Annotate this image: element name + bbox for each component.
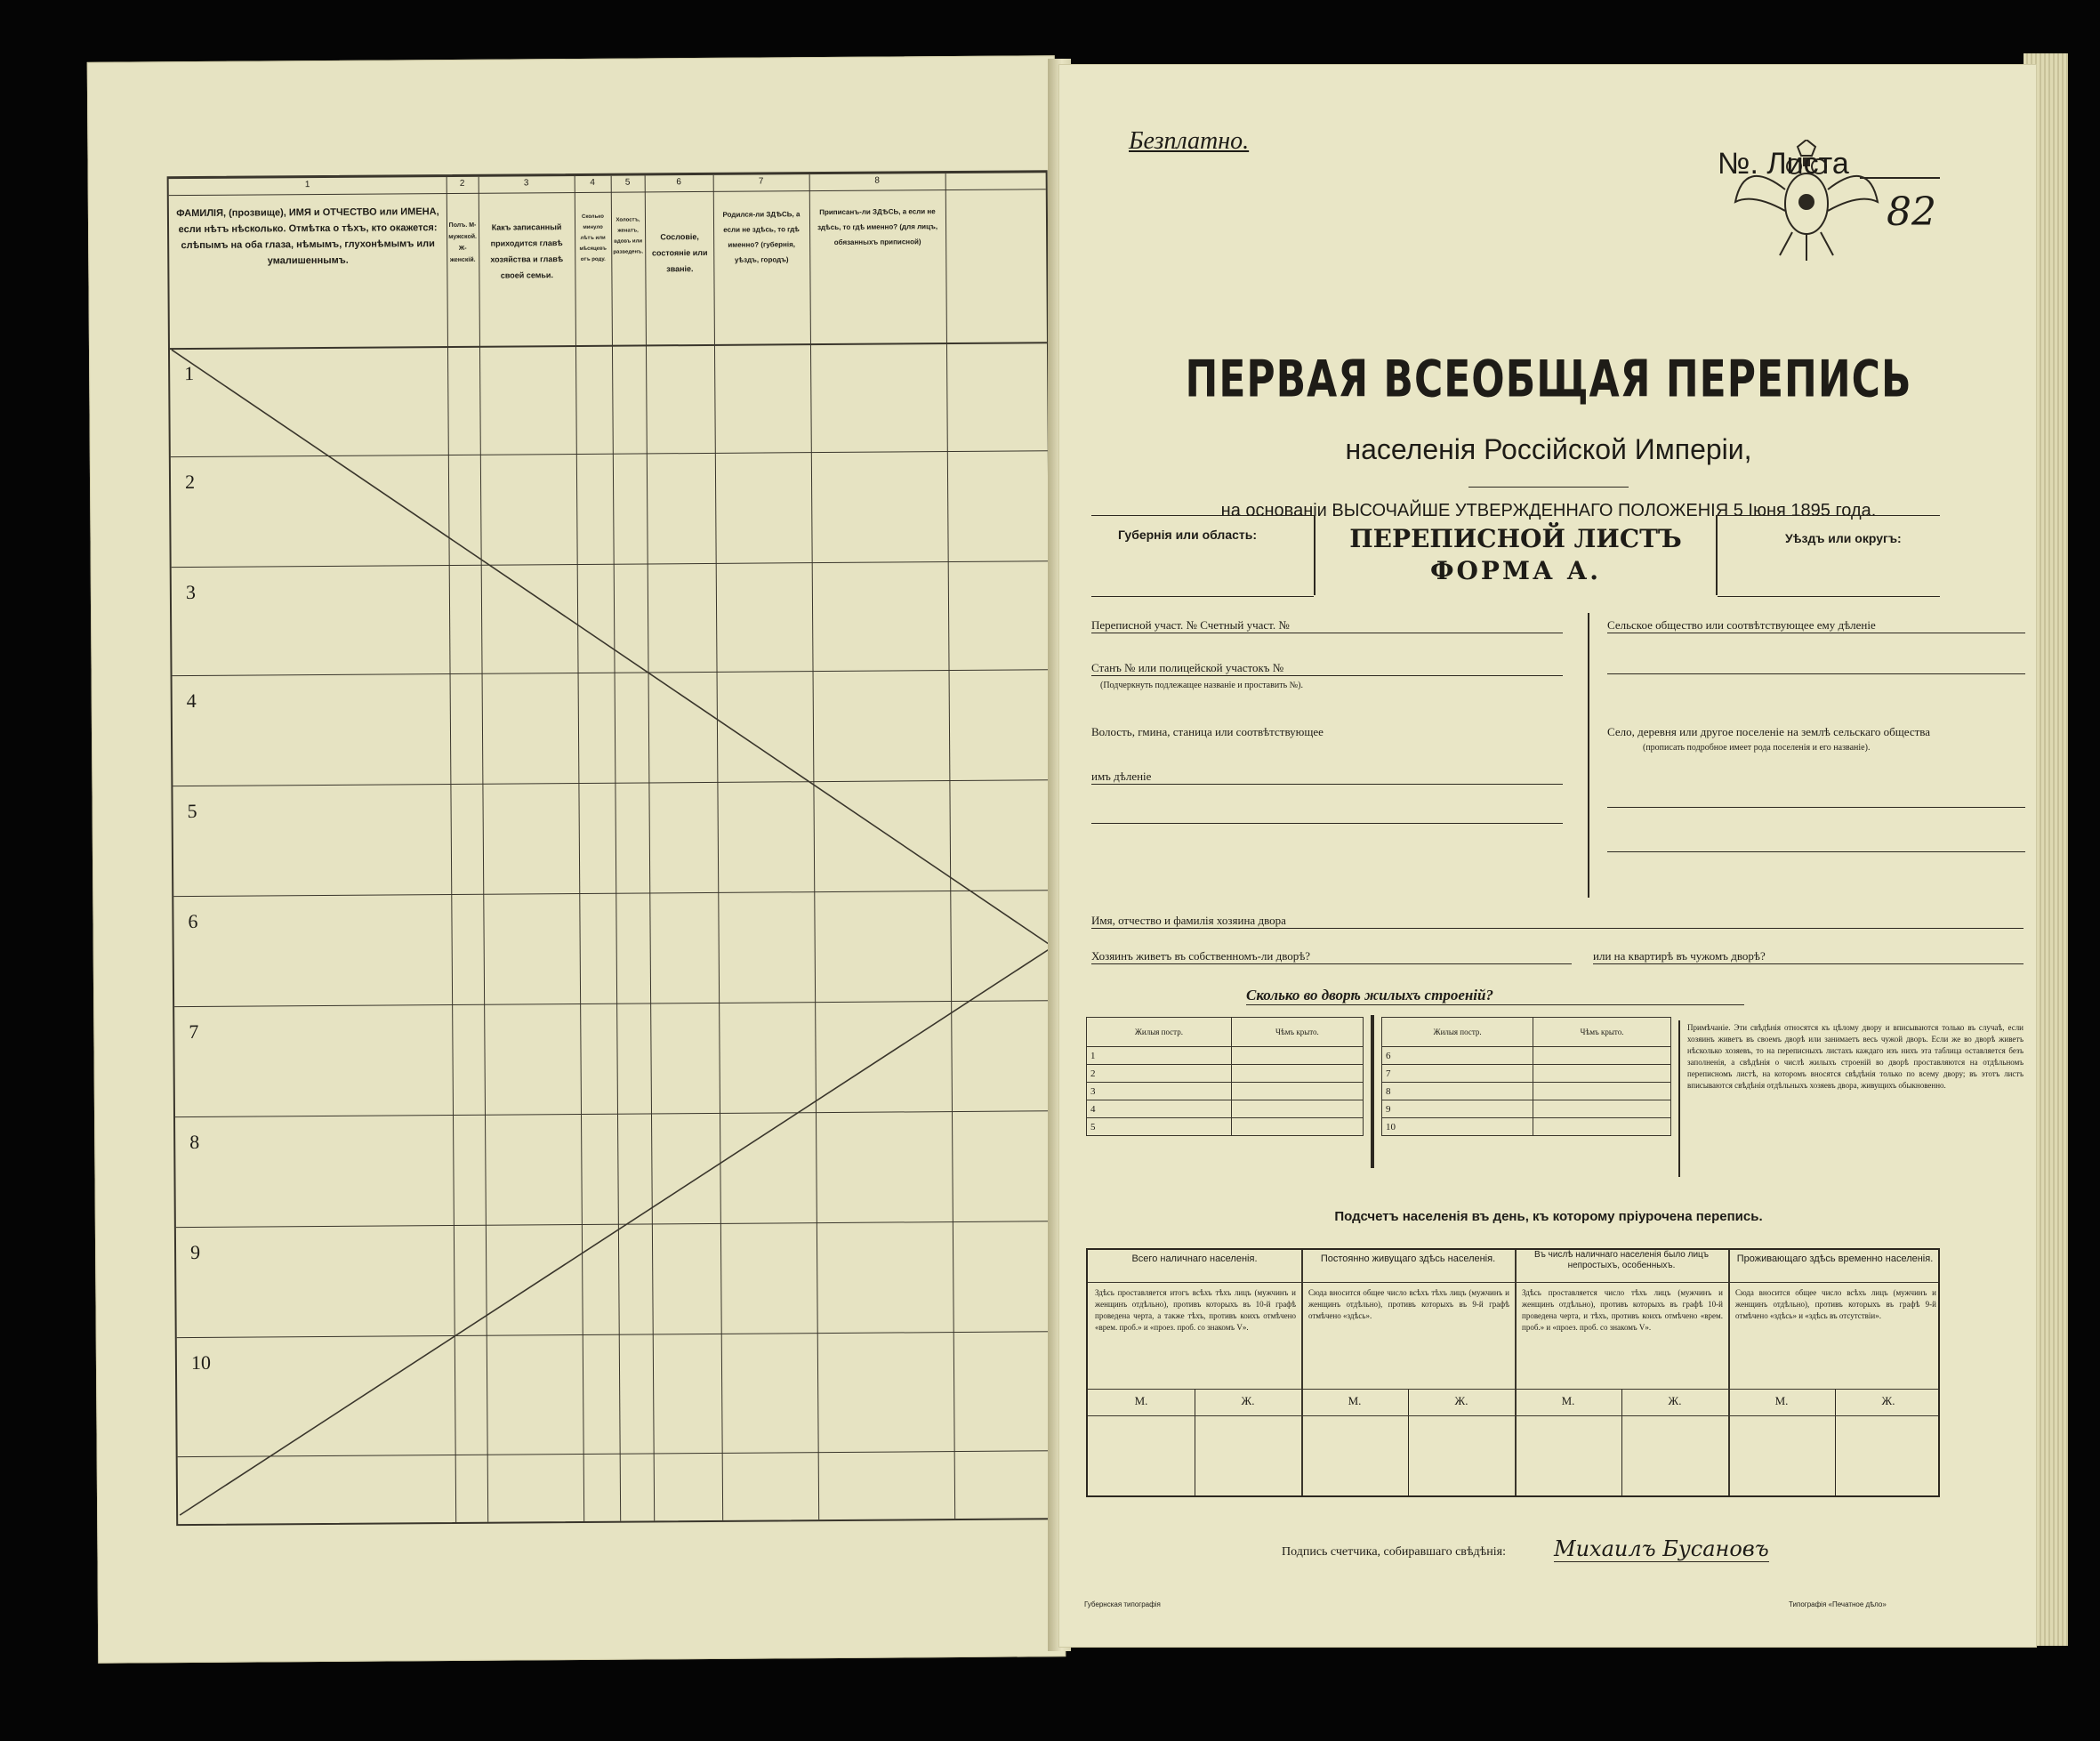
count-text-special: Здѣсь проставляется число тѣхъ лицъ (мужчинъ и женщинъ отдѣльно), противъ которыхъ въ графѣ 10-й проведена черта, и тѣхъ, противъ коихъ отмѣчено «врем. проб.» и «проез. проб. со знакомъ V». — [1522, 1288, 1723, 1332]
count-text-present: Здѣсь проставляется итогъ всѣхъ тѣхъ лицъ (мужчинъ и женщинъ отдѣльно), противъ которыхъ въ 10-й графѣ проведена черта, а также тѣхъ, противъ коихъ отмѣчено «врем. проб.» и «проез. проб. со знакомъ V». — [1095, 1288, 1296, 1332]
page-subtitle: населенія Россійской Имперіи, — [1345, 433, 1752, 465]
owner-name-field[interactable]: Имя, отчество и фамилія хозяина двора — [1091, 914, 2024, 929]
sex-m-label: М. — [1134, 1394, 1148, 1407]
count-head-present: Всего наличнаго населенія. — [1131, 1253, 1258, 1264]
row-number: 4 — [186, 689, 197, 713]
rented-field[interactable]: или на квартирѣ въ чужомъ дворѣ? — [1593, 949, 2024, 964]
count-head-special: Въ числѣ наличнаго населенія было лицъ непростыхъ, особенныхъ. — [1533, 1250, 1710, 1270]
field-divider — [1588, 613, 1589, 898]
district-label: Уѣздъ или округъ: — [1785, 531, 1902, 545]
field-village-value[interactable] — [1607, 787, 2025, 808]
signature-label: Подпись счетчика, собиравшаго свѣдѣнія: — [1282, 1545, 1506, 1559]
row-number: 7 — [189, 1020, 199, 1044]
col-number: 1 — [304, 180, 310, 190]
buildings-question: Сколько во дворѣ жилыхъ строеній? — [1246, 987, 1744, 1005]
row-number: 1 — [184, 361, 195, 385]
count-text-temporary: Сюда вносится общее число всѣхъ лицъ (мужчинъ и женщинъ отдѣльно), противъ которыхъ въ графѣ 9-й отмѣчено «здѣсь» и «здѣсь въ отсутствіи». — [1735, 1288, 1936, 1320]
header-registered: Приписанъ-ли ЗДѢСЬ, а если не здѣсь, то гдѣ именно? (для лицъ, обязанныхъ приписной) — [817, 207, 938, 246]
right-page — [1058, 64, 2037, 1648]
ornament-divider — [1468, 487, 1629, 488]
buildings-row[interactable]: 4 — [1087, 1100, 1232, 1118]
sheet-number-field[interactable] — [1860, 149, 1940, 179]
form-header-box — [1091, 515, 2024, 597]
row-number: 3 — [185, 580, 196, 604]
col-number: 6 — [676, 177, 682, 188]
field-police-station[interactable]: Станъ № или полицейской участокъ № — [1091, 661, 1563, 676]
form-title: ПЕРЕПИСНОЙ ЛИСТЪ — [1349, 524, 1682, 553]
sex-f-label: Ж. — [1454, 1394, 1468, 1407]
page-title: ПЕРВАЯ ВСЕОБЩАЯ ПЕРЕПИСЬ — [1185, 350, 1912, 409]
col-number: 8 — [874, 175, 881, 186]
header-marital: Холостъ, женатъ, вдовъ или разведенъ. — [613, 217, 644, 255]
field-rural-society[interactable]: Сельское общество или соотвѣтствующее ему дѣленіе — [1607, 618, 2025, 633]
col-number: 5 — [624, 177, 631, 188]
col-number: 2 — [459, 178, 465, 189]
row-number: 10 — [190, 1350, 212, 1374]
sheet-number-label: №. Листа — [1718, 147, 1849, 181]
count-table — [1086, 1248, 1940, 1497]
counter-signature: Михаилъ Бусановъ — [1554, 1536, 1769, 1561]
buildings-row[interactable]: 1 — [1087, 1047, 1232, 1065]
header-relation: Какъ записанный приходится главѣ хозяйства и главѣ своей семьи. — [490, 222, 564, 280]
buildings-row[interactable]: 7 — [1382, 1065, 1533, 1083]
buildings-table-right — [1381, 1017, 1671, 1136]
note-rule — [1678, 1020, 1680, 1177]
left-page — [87, 55, 1066, 1664]
field-census-area[interactable]: Переписной участ. № Счетный участ. № — [1091, 618, 1563, 633]
buildings-row[interactable]: 10 — [1382, 1118, 1533, 1136]
buildings-row[interactable]: 8 — [1382, 1083, 1533, 1100]
buildings-row[interactable]: 3 — [1087, 1083, 1232, 1100]
sex-f-label: Ж. — [1668, 1394, 1682, 1407]
buildings-row[interactable]: 5 — [1087, 1118, 1232, 1136]
buildings-note: Примѣчаніе. Эти свѣдѣнія относятся къ цѣлому двору и вписываются только въ случаѣ, если хозяинъ живетъ въ своемъ дворѣ или занимаетъ весь чужой дворъ. Если же во дворѣ живетъ нѣсколько хозяевъ, то на переписныхъ листахъ каждаго изъ нихъ эта таблица оставляется безъ заполненія, а свѣдѣнія о числѣ жилыхъ строеній во дворѣ проставляются на отдѣльномъ переписномъ листѣ, на которомъ вносятся свѣдѣнія только по всему двору; въ этотъ листъ вписываются свѣдѣнія отдѣльныхъ хозяевъ двора, живущихъ обыкновенно. — [1687, 1023, 2024, 1090]
buildings-row[interactable]: 2 — [1087, 1065, 1232, 1083]
basis-line: на основаніи ВЫСОЧАЙШЕ УТВЕРЖДЕННАГО ПОЛОЖЕНІЯ 5 Іюня 1895 года. — [1220, 501, 1877, 520]
free-label: Безплатно. — [1129, 127, 1250, 155]
buildings-head-cover: Чѣмъ крыто. — [1533, 1018, 1671, 1047]
buildings-head: Жилыя постр. — [1382, 1018, 1533, 1047]
row-number: 5 — [187, 799, 197, 823]
sex-m-label: М. — [1348, 1394, 1362, 1407]
header-estate: Сословіе, состояніе или званіе. — [651, 232, 708, 274]
printer-left: Губернская типографія — [1084, 1600, 1161, 1608]
row-number: 9 — [189, 1240, 201, 1264]
sheet-number-handwritten: 82 — [1887, 189, 1936, 235]
buildings-row[interactable]: 9 — [1382, 1100, 1533, 1118]
header-name: ФАМИЛІЯ, (прозвище), ИМЯ и ОТЧЕСТВО или ИМЕНА, если нѣтъ нѣсколько. Отмѣтка о тѣхъ, кто окажется: слѣпымъ на оба глаза, нѣмымъ, глухонѣмымъ или умалишеннымъ. — [176, 206, 439, 267]
sex-f-label: Ж. — [1881, 1394, 1895, 1407]
col-number: 7 — [758, 176, 764, 187]
buildings-row[interactable]: 6 — [1382, 1047, 1533, 1065]
field-rural-blank[interactable] — [1607, 654, 2025, 674]
diagonal-strikeout — [169, 173, 1059, 1528]
tables-separator — [1371, 1015, 1374, 1168]
header-sex: Полъ. М-мужской. Ж-женскій. — [448, 222, 478, 263]
field-volost: Волость, гмина, станица или соотвѣтствующее — [1091, 725, 1324, 738]
sex-m-label: М. — [1774, 1394, 1789, 1407]
sex-f-label: Ж. — [1241, 1394, 1255, 1407]
printer-right: Типографія «Печатное дѣло» — [1789, 1600, 1887, 1608]
province-label: Губернія или область: — [1118, 528, 1258, 542]
row-number: 8 — [189, 1130, 200, 1154]
row-number: 6 — [188, 909, 198, 933]
header-age: Сколько минуло лѣтъ или мѣсяцевъ отъ роду. — [579, 214, 607, 262]
form-subtitle: ФОРМА А. — [1429, 556, 1602, 585]
col-number: 4 — [590, 177, 596, 188]
count-head-permanent: Постоянно живущаго здѣсь населенія. — [1320, 1253, 1496, 1264]
count-head-temporary: Проживающаго здѣсь временно населенія. — [1736, 1253, 1934, 1264]
header-birthplace: Родился-ли ЗДѢСЬ, а если не здѣсь, то гдѣ именно? (губернія, уѣздъ, городъ) — [722, 210, 801, 264]
buildings-head-cover: Чѣмъ крыто. — [1231, 1018, 1363, 1047]
field-village-note: (прописать подробное имеет рода поселенія и его названіе). — [1643, 743, 1871, 753]
count-title: Подсчетъ населенія въ день, къ которому пріурочена перепись. — [1334, 1209, 1763, 1224]
field-village: Село, деревня или другое поселеніе на землѣ сельскаго общества — [1607, 725, 1931, 738]
buildings-head: Жилыя постр. — [1087, 1018, 1232, 1047]
census-grid — [167, 170, 1058, 1526]
count-text-permanent: Сюда вносится общее число всѣхъ тѣхъ лицъ (мужчинъ и женщинъ отдѣльно), противъ которыхъ въ 9-й графѣ отмѣчено «здѣсь». — [1308, 1288, 1509, 1320]
field-note: (Подчеркнуть подлежащее названіе и проставить №). — [1100, 681, 1303, 690]
field-volost-value[interactable]: имъ дѣленіе — [1091, 770, 1563, 785]
buildings-table-left — [1086, 1017, 1364, 1136]
field-blank-line[interactable] — [1091, 823, 1563, 824]
row-number: 2 — [184, 470, 196, 494]
sex-m-label: М. — [1561, 1394, 1575, 1407]
col-number: 3 — [523, 178, 529, 189]
field-village-value-2[interactable] — [1607, 832, 2025, 852]
owner-lives-field[interactable]: Хозяинъ живетъ въ собственномъ-ли дворѣ? — [1091, 949, 1572, 964]
